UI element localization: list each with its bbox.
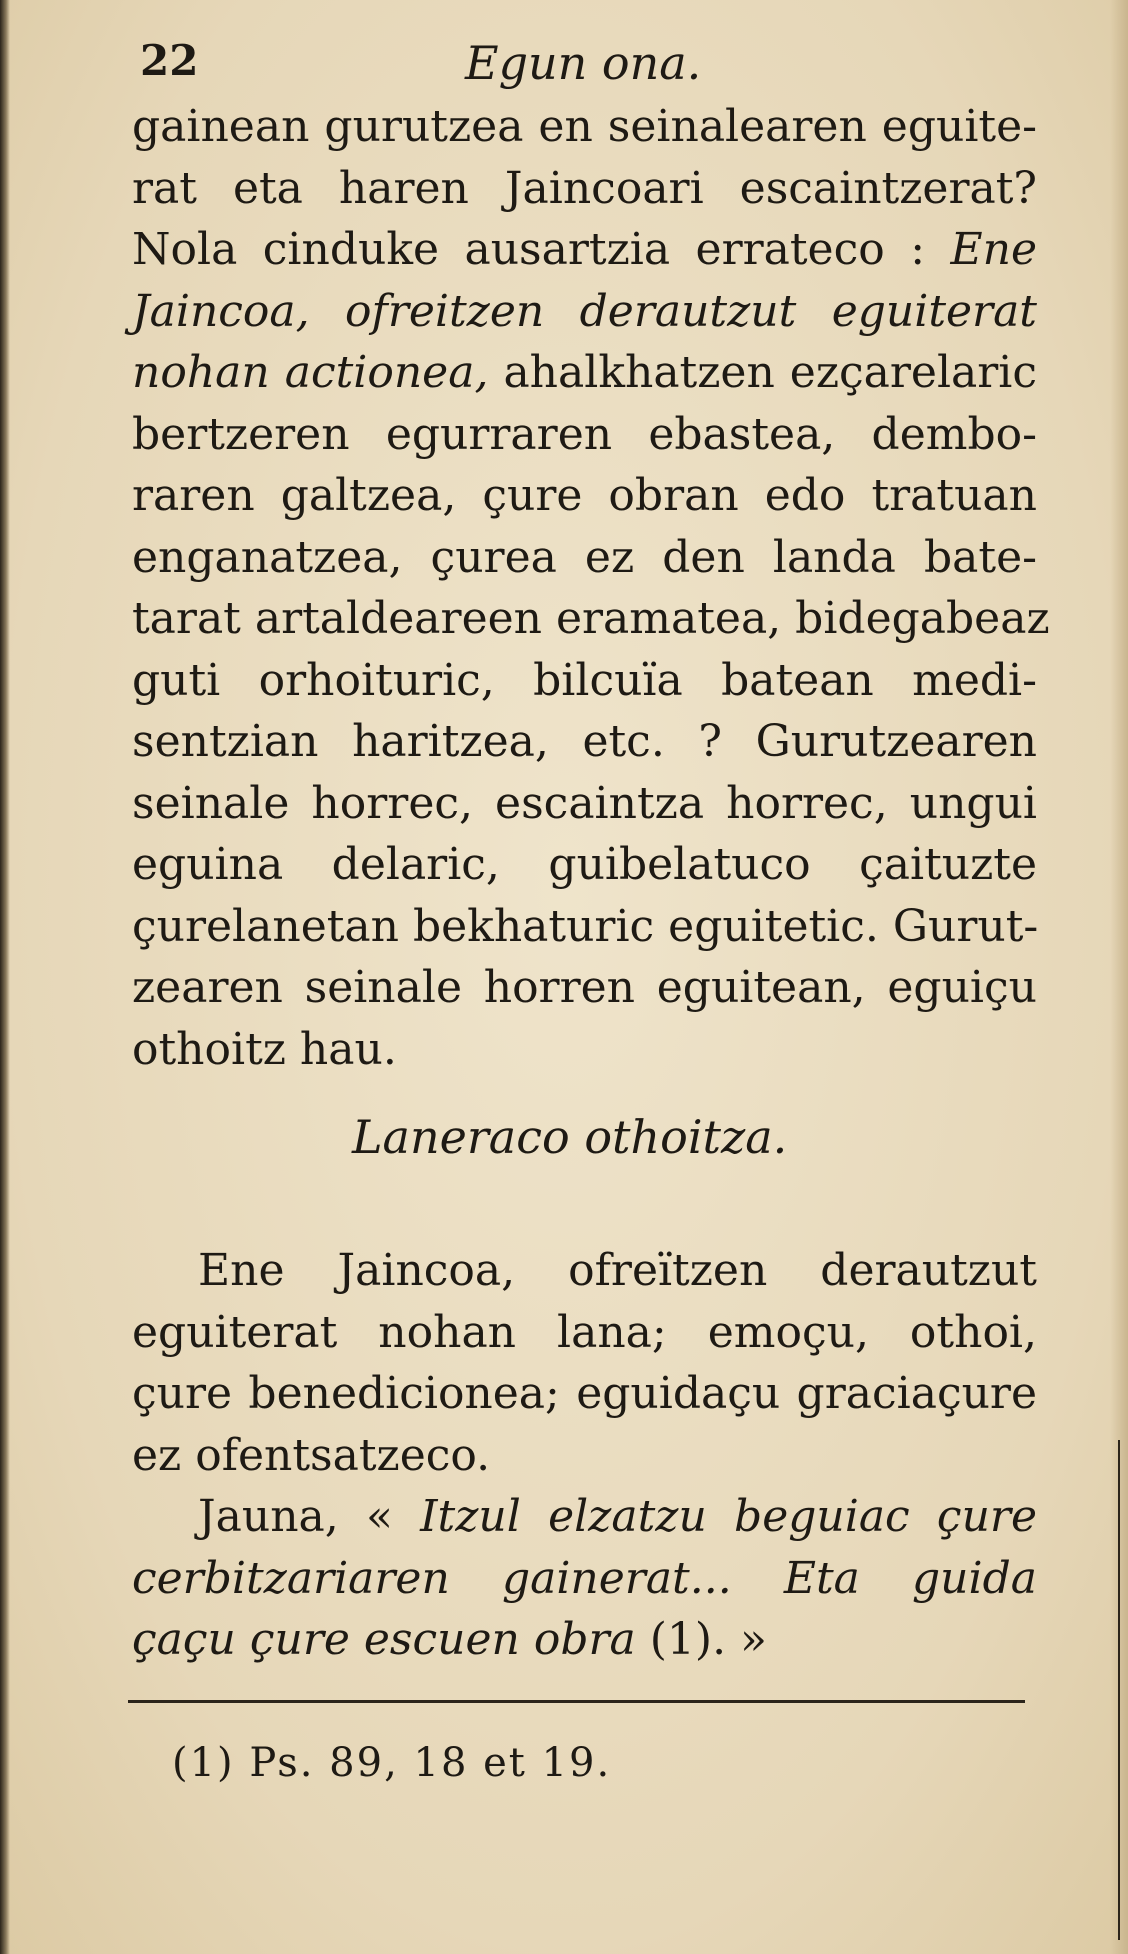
- italic-run: nohan actionea,: [132, 347, 489, 398]
- text-line: gainean gurutzea en seinalearen eguite-: [132, 101, 1037, 152]
- text-line: eguiterat nohan lana; emoçu, othoi,: [132, 1306, 1037, 1358]
- footnote-rule: [128, 1700, 1025, 1703]
- page-number: 22: [140, 36, 199, 85]
- text-line: othoitz hau.: [132, 1023, 397, 1075]
- footnote: (1) Ps. 89, 18 et 19.: [172, 1740, 612, 1786]
- text-line: [132, 1486, 1037, 1548]
- body-paragraph: [132, 96, 1050, 1080]
- italic-run: Itzul elzatzu beguiac çure: [420, 1491, 1037, 1542]
- text-line: eguina delaric, guibelatuco çaituzte: [132, 839, 1037, 890]
- text-line: sentzian haritzea, etc. ? Gurutzearen: [132, 716, 1037, 767]
- text-line: çurelanetan bekhaturic eguitetic. Gurut-: [132, 900, 1039, 952]
- text-line: çure benedicionea; eguidaçu graciaçure: [132, 1368, 1037, 1419]
- text-line: zearen seinale horren eguitean, eguiçu: [132, 962, 1037, 1013]
- text-line: guti orhoituric, bilcuïa batean medi-: [132, 654, 1037, 706]
- text-line: bertzeren egurraren ebastea, dembo-: [132, 408, 1037, 460]
- prayer-paragraph: [132, 1240, 1037, 1671]
- roman-run: Jauna, «: [198, 1491, 421, 1542]
- page-left-edge: [0, 0, 10, 1954]
- italic-run: Ene: [950, 224, 1037, 275]
- text-line: cerbitzariaren gainerat... Eta guida: [132, 1552, 1037, 1604]
- running-title: Egun ona.: [465, 36, 702, 90]
- text-line: rat eta haren Jaincoari escaintzerat?: [132, 162, 1037, 214]
- text-line: Ene Jaincoa, ofreïtzen derautzut: [198, 1245, 1037, 1296]
- text-line: Nola cinduke ausartzia errateco : Ene: [132, 224, 1037, 275]
- text-line: raren galtzea, çure obran edo tratuan: [132, 470, 1037, 521]
- text-line: enganatzea, çurea ez den landa bate-: [132, 531, 1037, 583]
- text-line: Jaincoa, ofreitzen derautzut eguiterat: [132, 285, 1037, 337]
- roman-run: (1). »: [635, 1614, 767, 1665]
- text-line: ez ofentsatzeco.: [132, 1429, 491, 1481]
- page-right-edge-line: [1118, 1440, 1120, 1940]
- text-line: [132, 1609, 1037, 1671]
- text-line: tarat artaldeareen eramatea, bidegabeaz: [132, 593, 1050, 644]
- italic-run: çaçu çure escuen obra: [132, 1614, 636, 1665]
- section-title: Laneraco othoitza.: [352, 1110, 788, 1164]
- text-line: seinale horrec, escaintza horrec, ungui: [132, 777, 1037, 829]
- text-line: nohan actionea, ahalkhatzen ezçarelaric: [132, 347, 1038, 398]
